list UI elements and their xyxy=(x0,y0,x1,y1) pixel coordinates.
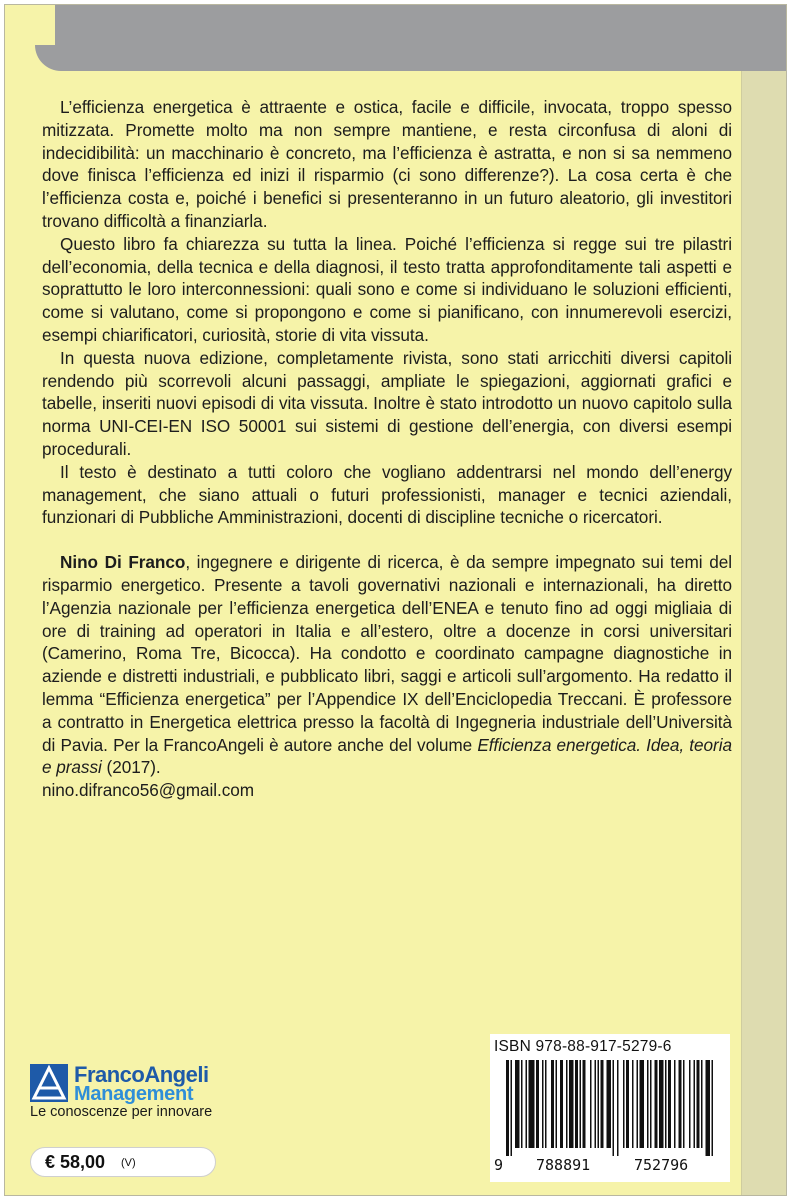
barcode-bar xyxy=(617,1060,619,1156)
publisher-brand: FrancoAngeli xyxy=(74,1062,209,1087)
publisher-logo xyxy=(30,1064,230,1118)
barcode-bar xyxy=(623,1060,625,1148)
barcode-bar xyxy=(560,1060,563,1148)
barcode-bar xyxy=(595,1060,597,1148)
barcode-bar xyxy=(590,1060,592,1148)
barcode-bar xyxy=(626,1060,629,1148)
barcode-bar xyxy=(665,1060,667,1148)
cover-right-edge xyxy=(741,71,786,1196)
blurb-paragraph-4: Il testo è destinato a tutti coloro che vogliano addentrarsi nel mondo dell’energy management, che siano attuali o futuri professionisti, manager e tecnici aziendali, funzionari di Pubbliche Amministrazioni, docenti di discipline tecniche o ricercatori. xyxy=(42,461,732,528)
author-bio-text: , ingegnere e dirigente di ricerca, è da sempre impegnato sui temi del risparmio energetico. Presente a tavoli governativi nazionali e internazionali, ha diretto l’Agenzia nazionale per l’efficienza energetica dell’ENEA e tenuto fino ad oggi migliaia di ore di training ad operatori in Italia e all’estero, oltre a docenze in corsi universitari (Camerino, Roma Tre, Bicocca). Ha condotto e coordinato campagne diagnostiche in aziende e distretti industriali, e pubblicato libri, saggi e articoli sull’argomento. Ha redatto il lemma “Efficienza energetica” per l’Appendice IX dell’Enciclopedia Treccani. È professore a contratto in Energetica elettrica presso la facoltà di Ingegneria industriale dell’Università di Pavia. Per la FrancoAngeli è autore anche del volume xyxy=(42,552,732,755)
barcode-bar xyxy=(668,1060,671,1148)
barcode-bar xyxy=(506,1060,509,1156)
ean-group-2: 752796 xyxy=(634,1156,689,1174)
barcode-bars xyxy=(506,1060,716,1156)
publisher-tagline: Le conoscenze per innovare xyxy=(30,1104,213,1120)
barcode-bar xyxy=(515,1060,520,1148)
barcode-bar xyxy=(659,1060,664,1148)
blurb-text xyxy=(42,96,732,802)
barcode-bar xyxy=(655,1060,658,1148)
barcode-bar xyxy=(679,1060,682,1148)
barcode-bar xyxy=(551,1060,554,1148)
band-notch xyxy=(35,5,55,45)
publisher-series: Management xyxy=(74,1083,194,1105)
barcode-bar xyxy=(556,1060,558,1148)
barcode-bar xyxy=(580,1060,582,1148)
barcode-bar xyxy=(647,1060,649,1148)
blurb-paragraph-1: L’efficienza energetica è attraente e ostica, facile e difficile, invocata, troppo spesso mitizzata. Promette molto ma non sempre mantiene, e resta circonfusa di aloni di indecidibilità: un macchinario è concreto, ma l’efficienza è astratta, e non si sa nemmeno dove finisca l’efficienza ed inizi il risparmio (ci sono differenze?). La cosa certa è che l’efficienza costa e, poiché i benefici si presenteranno in un futuro aleatorio, gli investitori trovano difficoltà a finanziarla. xyxy=(42,97,732,231)
previous-book-title: Efficienza energetica. Idea, teoria e prassi xyxy=(42,734,732,778)
barcode-bar xyxy=(674,1060,676,1148)
price-amount: € 58,00 xyxy=(45,1152,106,1172)
barcode-bar xyxy=(701,1060,703,1148)
ean-lead-digit: 9 xyxy=(494,1156,504,1174)
barcode-bar xyxy=(613,1060,615,1156)
barcode-bar xyxy=(689,1060,691,1148)
barcode-bar xyxy=(637,1060,639,1148)
price-vat-note: (V) xyxy=(121,1157,136,1169)
isbn-barcode xyxy=(490,1034,730,1182)
blurb-paragraph-2: Questo libro fa chiarezza su tutta la linea. Poiché l’efficienza si regge sui tre pilastri dell’economia, della tecnica e della diagnosi, il testo tratta approfonditamente tali aspetti e soprattutto le loro interconnessioni: quali sono e come si individuano le soluzioni efficienti, come si valutano, come si propongono e come si pianificano, con innumerevoli esercizi, esempi chiarificatori, curiosità, storie di vita vissuta. xyxy=(42,233,732,345)
barcode-bar xyxy=(694,1060,696,1148)
price-tag xyxy=(30,1147,216,1177)
barcode-bar xyxy=(583,1060,586,1148)
top-grey-band xyxy=(35,5,787,71)
isbn-label: ISBN 978-88-917-5279-6 xyxy=(494,1038,672,1055)
barcode-bar xyxy=(566,1060,568,1148)
barcode-bar xyxy=(526,1060,528,1148)
barcode-bar xyxy=(607,1060,612,1148)
barcode-bar xyxy=(697,1060,700,1148)
barcode-bar xyxy=(650,1060,652,1148)
barcode-bar xyxy=(575,1060,578,1148)
author-email: nino.difranco56@gmail.com xyxy=(42,780,255,801)
barcode-bar xyxy=(521,1060,523,1148)
previous-book-year: (2017). xyxy=(101,757,161,778)
barcode-bar xyxy=(601,1060,604,1148)
publisher-mark-icon xyxy=(30,1064,68,1102)
barcode-bar xyxy=(545,1060,547,1148)
barcode-bar xyxy=(511,1060,513,1156)
barcode-bar xyxy=(706,1060,711,1156)
barcode-bar xyxy=(536,1060,539,1148)
barcode-bar xyxy=(529,1060,535,1148)
barcode-bar xyxy=(569,1060,574,1148)
author-bio xyxy=(42,551,732,779)
ean-group-1: 788891 xyxy=(536,1156,591,1174)
barcode-bar xyxy=(632,1060,634,1148)
blurb-paragraph-3: In questa nuova edizione, completamente rivista, sono stati arricchiti diversi capitoli rendendo più scorrevoli alcuni passaggi, ampliate le spiegazioni, aggiornati grafici e tabelle, inseriti nuovi episodi di vita vissuta. Inoltre è stato introdotto un nuovo capitolo sulla norma UNI-CEI-EN ISO 50001 sui sistemi di gestione dell’energia, con diversi esempi procedurali. xyxy=(42,347,732,459)
barcode-bar xyxy=(640,1060,645,1148)
barcode-bar xyxy=(542,1060,544,1148)
barcode-bar xyxy=(598,1060,600,1148)
barcode-bar xyxy=(683,1060,685,1148)
barcode-bar xyxy=(712,1060,714,1156)
author-name: Nino Di Franco xyxy=(60,552,186,573)
